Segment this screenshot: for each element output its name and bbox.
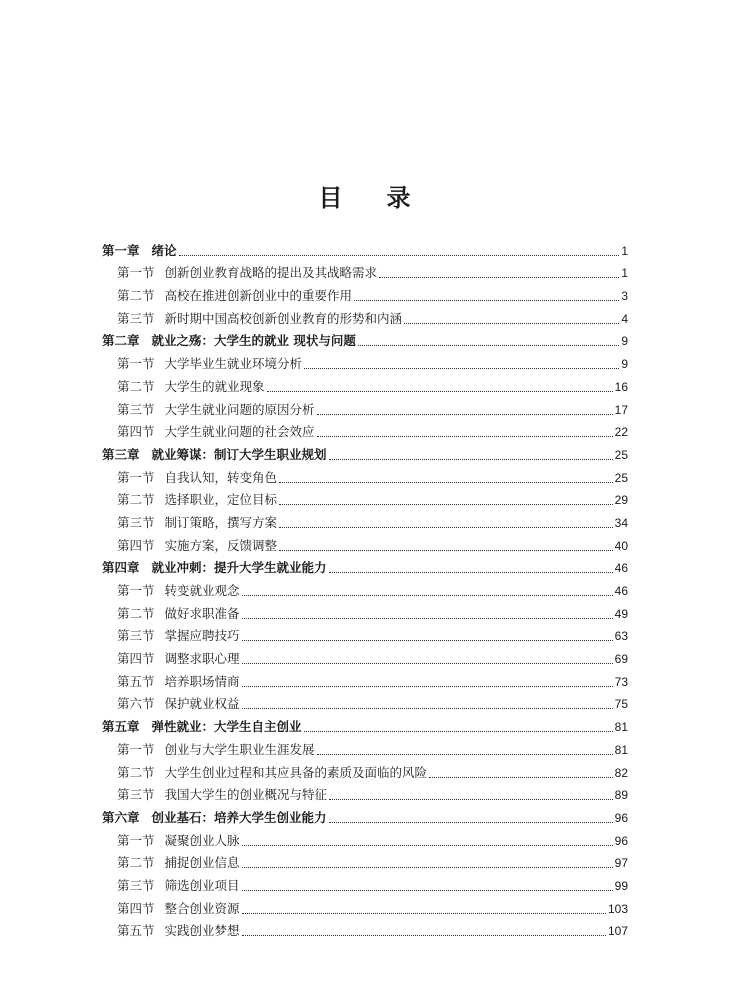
toc-dot-leader [242, 890, 613, 891]
toc-entry-title: 新时期中国高校创新创业教育的形势和内涵 [164, 310, 403, 326]
toc-entry-title: 就业筹谋：制订大学生职业规划 [151, 446, 327, 462]
toc-entry-number: 第二节 [117, 764, 155, 780]
toc-entry-title: 高校在推进创新创业中的重要作用 [164, 288, 353, 304]
toc-page-number: 96 [614, 810, 628, 825]
toc-dot-leader [358, 345, 619, 346]
toc-chapter-entry[interactable] [102, 556, 628, 579]
toc-section-entry[interactable] [102, 896, 628, 919]
toc-dot-leader [242, 686, 613, 687]
toc-dot-leader [242, 913, 606, 914]
toc-page-number: 1 [621, 243, 628, 258]
toc-entry-title: 就业之殇：大学生的就业 现状与问题 [151, 333, 356, 349]
toc-entry-number: 第三节 [117, 401, 155, 417]
toc-entry-number: 第二节 [117, 855, 155, 871]
toc-page-number: 89 [614, 788, 628, 803]
toc-page-number: 69 [614, 652, 628, 667]
toc-section-entry[interactable] [102, 306, 628, 329]
toc-entry-title: 制订策略，撰写方案 [164, 514, 278, 530]
toc-section-entry[interactable] [102, 578, 628, 601]
toc-dot-leader [279, 504, 613, 505]
toc-entry-number: 第三节 [117, 628, 155, 644]
toc-entry-number: 第一节 [117, 583, 155, 598]
toc-entry-number: 第二章 [102, 333, 140, 349]
toc-dot-leader [279, 550, 613, 551]
toc-section-entry[interactable] [102, 420, 628, 443]
toc-chapter-entry[interactable] [102, 238, 628, 261]
toc-chapter-entry[interactable] [102, 805, 628, 828]
toc-page-number: 107 [607, 924, 628, 939]
toc-entry-number: 第三章 [102, 446, 140, 462]
page-title [0, 178, 729, 213]
toc-dot-leader [317, 754, 613, 755]
toc-section-entry[interactable] [102, 851, 628, 874]
toc-section-entry[interactable] [102, 646, 628, 669]
toc-entry-title: 捕捉创业信息 [164, 855, 240, 871]
toc-dot-leader [242, 867, 613, 868]
toc-page-number: 97 [614, 856, 628, 871]
toc-page-number: 9 [621, 334, 628, 349]
toc-entry-title: 掌握应聘技巧 [164, 628, 240, 644]
table-of-contents [102, 238, 628, 941]
toc-section-entry[interactable] [102, 669, 628, 692]
toc-page-number: 25 [614, 470, 628, 485]
toc-entry-number: 第二节 [117, 492, 155, 508]
toc-section-entry[interactable] [102, 760, 628, 783]
toc-section-entry[interactable] [102, 783, 628, 806]
toc-dot-leader [379, 277, 619, 278]
toc-entry-title: 实践创业梦想 [164, 923, 240, 939]
toc-page-number: 81 [614, 720, 628, 735]
toc-page-number: 49 [614, 606, 628, 621]
toc-entry-number: 第六节 [117, 696, 155, 712]
toc-section-entry[interactable] [102, 283, 628, 306]
toc-dot-leader [242, 708, 613, 709]
toc-dot-leader [304, 731, 613, 732]
toc-entry-number: 第三节 [117, 877, 155, 893]
toc-section-entry[interactable] [102, 374, 628, 397]
toc-page-number: 34 [614, 515, 628, 530]
toc-entry-title: 弹性就业：大学生自主创业 [151, 719, 302, 735]
toc-entry-number: 第一章 [102, 242, 140, 258]
toc-dot-leader [329, 799, 613, 800]
toc-page-number: 9 [621, 357, 628, 372]
toc-section-entry[interactable] [102, 465, 628, 488]
toc-chapter-entry[interactable] [102, 329, 628, 352]
toc-entry-title: 我国大学生的创业概况与特征 [164, 787, 328, 803]
toc-dot-leader [429, 777, 613, 778]
toc-page-number: 3 [621, 289, 628, 304]
toc-entry-title: 大学生创业过程和其应具备的素质及面临的风险 [164, 764, 428, 780]
toc-entry-number: 第二节 [117, 288, 155, 304]
toc-dot-leader [329, 822, 613, 823]
toc-section-entry[interactable] [102, 737, 628, 760]
toc-entry-title: 大学生的就业现象 [164, 378, 265, 394]
toc-entry-title: 自我认知，转变角色 [164, 469, 278, 485]
toc-entry-title: 创业与大学生职业生涯发展 [164, 741, 315, 757]
toc-entry-number: 第一节 [117, 832, 155, 848]
toc-page-number: 82 [614, 765, 628, 780]
toc-entry-number: 第二节 [117, 378, 155, 394]
toc-entry-title: 就业冲刺：提升大学生就业能力 [151, 560, 327, 576]
toc-page-number: 46 [614, 584, 628, 598]
toc-entry-number: 第三节 [117, 514, 155, 530]
toc-entry-number: 第一节 [117, 741, 155, 757]
toc-entry-title: 大学生就业问题的原因分析 [164, 401, 315, 417]
toc-dot-leader [242, 845, 613, 846]
toc-page-number: 46 [614, 561, 628, 576]
toc-section-entry[interactable] [102, 828, 628, 851]
toc-section-entry[interactable] [102, 601, 628, 624]
toc-dot-leader [317, 436, 613, 437]
toc-dot-leader [242, 935, 606, 936]
toc-entry-number: 第四节 [117, 537, 155, 553]
toc-dot-leader [304, 368, 619, 369]
toc-page-number: 96 [614, 833, 628, 848]
toc-entry-title: 转变就业观念 [164, 583, 240, 598]
toc-entry-number: 第一节 [117, 265, 155, 281]
toc-page-number: 63 [614, 629, 628, 644]
toc-section-entry[interactable] [102, 261, 628, 284]
toc-page-number: 81 [614, 742, 628, 757]
toc-dot-leader [179, 255, 620, 256]
toc-page-number: 16 [614, 379, 628, 394]
toc-entry-number: 第六章 [102, 809, 140, 825]
toc-entry-title: 调整求职心理 [164, 651, 240, 667]
title-char-2: 录 [386, 183, 411, 212]
toc-entry-number: 第四节 [117, 900, 155, 916]
toc-page-number: 4 [621, 311, 628, 326]
toc-entry-number: 第二节 [117, 605, 155, 621]
toc-entry-number: 第三节 [117, 787, 155, 803]
toc-dot-leader [354, 300, 619, 301]
title-char-1: 目 [318, 183, 343, 212]
toc-dot-leader [329, 572, 613, 573]
toc-page-number: 99 [614, 878, 628, 893]
toc-entry-title: 选择职业，定位目标 [164, 492, 278, 508]
toc-entry-number: 第五章 [102, 719, 140, 735]
toc-dot-leader [279, 482, 613, 483]
toc-entry-title: 整合创业资源 [164, 900, 240, 916]
toc-page-number: 29 [614, 493, 628, 508]
toc-entry-title: 大学毕业生就业环境分析 [164, 356, 303, 372]
toc-entry-title: 筛选创业项目 [164, 877, 240, 893]
toc-page-number: 25 [614, 447, 628, 462]
toc-dot-leader [329, 459, 613, 460]
toc-entry-title: 创业基石：培养大学生创业能力 [151, 809, 327, 825]
toc-page-number: 1 [621, 266, 628, 281]
toc-dot-leader [317, 414, 613, 415]
toc-dot-leader [242, 663, 613, 664]
toc-entry-title: 凝聚创业人脉 [164, 832, 240, 848]
toc-section-entry[interactable] [102, 692, 628, 715]
toc-dot-leader [279, 527, 613, 528]
toc-page-number: 40 [614, 538, 628, 553]
toc-page-number: 73 [614, 674, 628, 689]
toc-entry-number: 第五节 [117, 923, 155, 939]
toc-entry-number: 第五节 [117, 673, 155, 689]
toc-section-entry[interactable] [102, 533, 628, 556]
toc-entry-number: 第四章 [102, 560, 140, 576]
toc-dot-leader [404, 323, 619, 324]
toc-entry-number: 第四节 [117, 651, 155, 667]
toc-entry-number: 第一节 [117, 356, 155, 372]
toc-section-entry[interactable] [102, 510, 628, 533]
toc-entry-number: 第四节 [117, 424, 155, 440]
toc-section-entry[interactable] [102, 397, 628, 420]
toc-dot-leader [242, 618, 613, 619]
toc-page-number: 103 [607, 901, 628, 916]
toc-entry-title: 保护就业权益 [164, 696, 240, 712]
toc-page-number: 22 [614, 425, 628, 440]
toc-section-entry[interactable] [102, 488, 628, 511]
toc-section-entry[interactable] [102, 624, 628, 647]
toc-entry-title: 做好求职准备 [164, 605, 240, 621]
toc-entry-title: 绪论 [151, 242, 177, 258]
toc-section-entry[interactable] [102, 873, 628, 896]
toc-page-number: 17 [614, 402, 628, 417]
toc-section-entry[interactable] [102, 919, 628, 942]
toc-page-number: 75 [614, 697, 628, 712]
toc-entry-title: 创新创业教育战略的提出及其战略需求 [164, 265, 378, 281]
toc-dot-leader [267, 391, 613, 392]
toc-chapter-entry[interactable] [102, 442, 628, 465]
toc-entry-title: 实施方案，反馈调整 [164, 537, 278, 553]
toc-section-entry[interactable] [102, 351, 628, 374]
toc-dot-leader [242, 640, 613, 641]
toc-entry-title: 大学生就业问题的社会效应 [164, 424, 315, 440]
toc-chapter-entry[interactable] [102, 714, 628, 737]
toc-entry-title: 培养职场情商 [164, 673, 240, 689]
toc-dot-leader [242, 595, 613, 596]
toc-entry-number: 第一节 [117, 469, 155, 485]
toc-entry-number: 第三节 [117, 310, 155, 326]
